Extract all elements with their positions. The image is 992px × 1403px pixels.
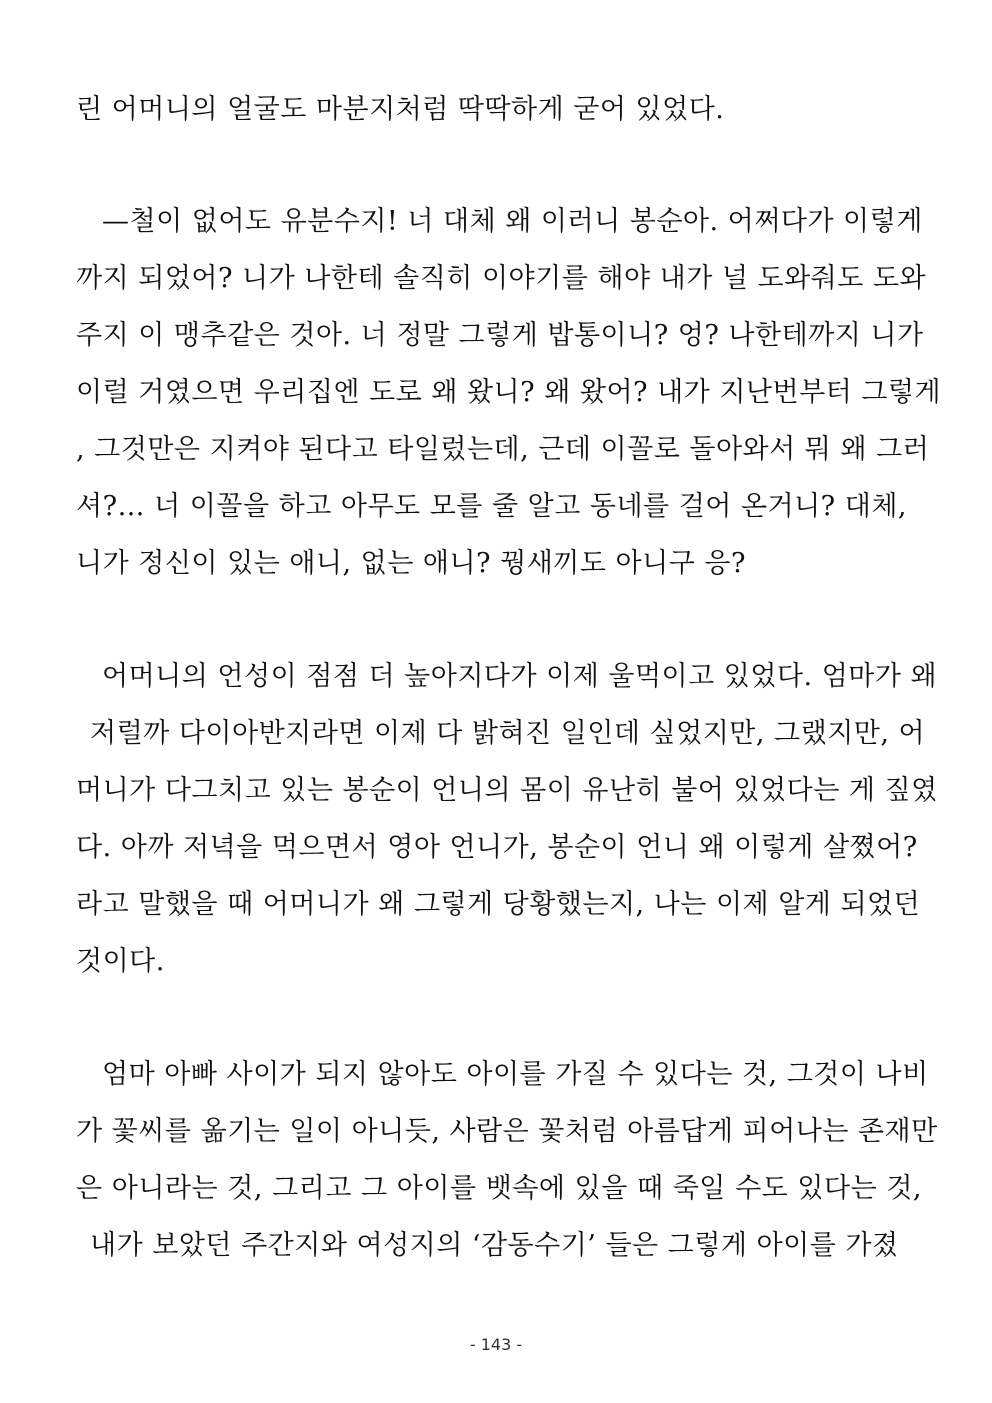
body-text-line: 주지 이 맹추같은 것아. 너 정말 그렇게 밥통이니? 엉? 나한테까지 니가 — [76, 320, 924, 351]
body-text-line: 머니가 다그치고 있는 봉순이 언니의 몸이 유난히 불어 있었다는 게 짚였 — [76, 775, 938, 806]
body-text-line: 저럴까 다이아반지라면 이제 다 밝혀진 일인데 싶었지만, 그랬지만, 어 — [90, 718, 926, 749]
body-text-line: 니가 정신이 있는 애니, 없는 애니? 꿩새끼도 아니구 응? — [76, 548, 746, 579]
body-text-line: 린 어머니의 얼굴도 마분지처럼 딱딱하게 굳어 있었다. — [76, 94, 725, 125]
body-text-line: 은 아니라는 것, 그리고 그 아이를 뱃속에 있을 때 죽일 수도 있다는 것, — [76, 1173, 922, 1204]
body-text-line: 까지 되었어? 니가 나한테 솔직히 이야기를 해야 내가 널 도와줘도 도와 — [76, 263, 927, 294]
page-number: - 143 - — [469, 1335, 523, 1354]
body-text-line: 셔?… 너 이꼴을 하고 아무도 모를 줄 알고 동네를 걸어 온거니? 대체, — [76, 491, 907, 522]
body-text-line: , 그것만은 지켜야 된다고 타일렀는데, 근데 이꼴로 돌아와서 뭐 왜 그러 — [76, 434, 930, 465]
body-text-line: 어머니의 언성이 점점 더 높아지다가 이제 울먹이고 있었다. 엄마가 왜 — [102, 661, 938, 692]
body-text-line: 다. 아까 저녁을 먹으면서 영아 언니가, 봉순이 언니 왜 이렇게 살쪘어? — [76, 832, 918, 863]
body-text-line: 엄마 아빠 사이가 되지 않아도 아이를 가질 수 있다는 것, 그것이 나비 — [102, 1059, 929, 1090]
body-text-line: 가 꽃씨를 옮기는 일이 아니듯, 사람은 꽃처럼 아름답게 피어나는 존재만 — [76, 1116, 938, 1147]
body-text-line: 것이다. — [76, 946, 165, 977]
body-text-line: 내가 보았던 주간지와 여성지의 ‘감동수기’ 들은 그렇게 아이를 가졌 — [90, 1230, 899, 1261]
body-text-line: 라고 말했을 때 어머니가 왜 그렇게 당황했는지, 나는 이제 알게 되었던 — [76, 889, 921, 920]
body-text-line: 이럴 거였으면 우리집엔 도로 왜 왔니? 왜 왔어? 내가 지난번부터 그렇게 — [76, 377, 942, 408]
body-text-line: —철이 없어도 유분수지! 너 대체 왜 이러니 봉순아. 어쩌다가 이렇게 — [102, 206, 923, 237]
